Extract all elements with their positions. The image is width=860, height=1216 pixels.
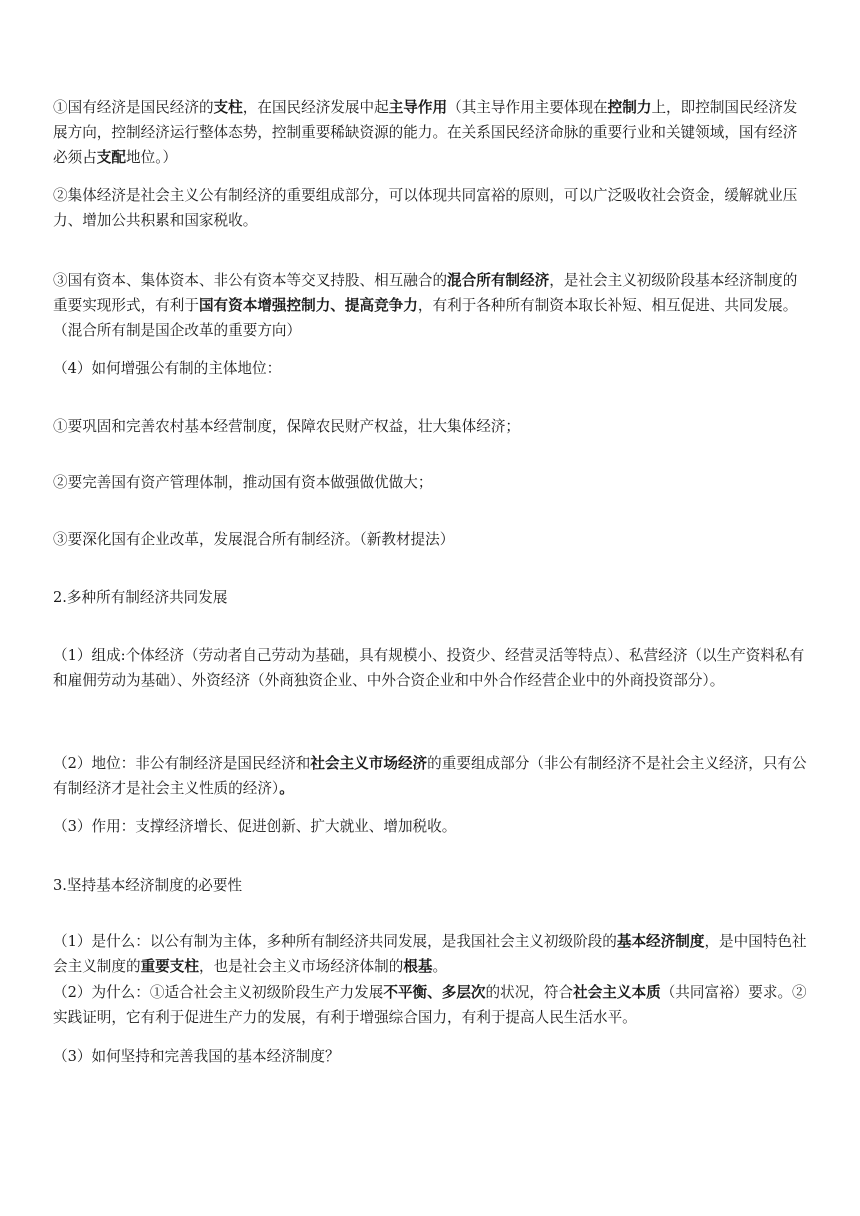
body-text: 地位。） xyxy=(126,149,178,166)
body-text: ②要完善国有资产管理体制，推动国有资本做强做优做大； xyxy=(53,474,433,491)
body-text: （1）组成:个体经济（劳动者自己劳动为基础，具有规模小、投资少、经营灵活等特点）、私营经济（以生产资料私有和雇佣劳动为基础）、外资经济（外商独资企业、中外合资企业和中外合作经营企业中的外商投资部分）。 xyxy=(53,647,805,689)
body-text: 。 xyxy=(432,958,448,975)
para-status xyxy=(53,751,811,801)
emphasis-text: 重要支柱 xyxy=(140,958,199,975)
emphasis-text: 基本经济制度 xyxy=(616,933,705,950)
body-text: ，在国民经济发展中起 xyxy=(242,99,389,116)
body-text: ，是社会主义初级阶段基本经济制度的重要实现形式，有利于 xyxy=(53,272,798,314)
body-text: 的重要组成部分（非公有制经济不是社会主义经济，只有公 有制经济才是社会主义性质的经济） xyxy=(53,755,807,797)
body-text: ①国有经济是国民经济的 xyxy=(53,99,214,116)
para-collective-economy xyxy=(53,183,811,233)
body-text: ③国有资本、集体资本、非公有资本等交叉持股、相互融合的 xyxy=(53,272,448,289)
section-heading-3 xyxy=(53,873,811,898)
body-text: 3.坚持基本经济制度的必要性 xyxy=(53,877,243,894)
emphasis-text: 不平衡、多层次 xyxy=(383,984,486,1001)
emphasis-text: 。 xyxy=(279,780,294,797)
body-text: ②集体经济是社会主义公有制经济的重要组成部分，可以体现共同富裕的原则，可以广泛吸收社会资金，缓解就业压 力、增加公共积累和国家税收。 xyxy=(53,187,798,229)
para-state-economy xyxy=(53,95,811,170)
body-text: ，是中国特色社 会主义制度的 xyxy=(53,933,807,975)
heading-strengthen-public xyxy=(53,356,811,381)
body-text: （其主导作用主要体现在 xyxy=(447,99,608,116)
emphasis-text: 根基 xyxy=(403,958,433,975)
emphasis-text: 国有资本增强控制力、提高竞争力 xyxy=(198,297,418,314)
emphasis-text: 社会主义本质 xyxy=(573,984,661,1001)
body-text: 的状况，符合 xyxy=(485,984,574,1001)
emphasis-text: 混合所有制经济 xyxy=(447,272,550,289)
body-text: （1）是什么：以公有制为主体，多种所有制经济共同发展，是我国社会主义初级阶段的 xyxy=(53,933,617,950)
body-text: 上，即控制国民经济发 展方向，控制经济运行整体态势，控制重要稀缺资源的能力。在关系国民经济命脉的重要行业和关键领域，国有经济 必须占 xyxy=(53,99,798,166)
emphasis-text: 控制力 xyxy=(607,99,652,116)
body-text: ③要深化国有企业改革，发展混合所有制经济。（新教材提法） xyxy=(53,531,455,548)
body-text: ，有利于各种所有制资本取长补短、相互促进、共同发展。 （混合所有制是国企改革的重要方向） xyxy=(53,297,798,339)
emphasis-text: 支配 xyxy=(96,149,126,166)
para-what xyxy=(53,929,811,979)
para-state-assets xyxy=(53,470,811,495)
body-text: ①要巩固和完善农村基本经营制度，保障农民财产权益，壮大集体经济； xyxy=(53,418,521,435)
para-how xyxy=(53,1044,811,1069)
body-text: （4）如何增强公有制的主体地位： xyxy=(53,360,282,377)
body-text: （共同富裕）要求。②实践证明，它有利于促进生产力的发展，有利于增强综合国力，有利于提高人民生活水平。 xyxy=(53,984,807,1026)
para-mixed-ownership xyxy=(53,268,811,343)
para-rural-management xyxy=(53,414,811,439)
body-text: （2）地位：非公有制经济是国民经济和 xyxy=(53,755,311,772)
body-text: （3）如何坚持和完善我国的基本经济制度？ xyxy=(53,1048,340,1065)
emphasis-text: 主导作用 xyxy=(388,99,448,116)
emphasis-text: 社会主义市场经济 xyxy=(310,755,428,772)
para-role xyxy=(53,814,811,839)
body-text: ，也是社会主义市场经济体制的 xyxy=(198,958,404,975)
para-composition xyxy=(53,643,811,693)
body-text: （3）作用：支撑经济增长、促进创新、扩大就业、增加税收。 xyxy=(53,818,457,835)
body-text: 2.多种所有制经济共同发展 xyxy=(53,589,228,606)
para-soe-reform xyxy=(53,527,811,552)
body-text: （2）为什么：①适合社会主义初级阶段生产力发展 xyxy=(53,984,384,1001)
para-why xyxy=(53,980,811,1030)
emphasis-text: 支柱 xyxy=(213,99,243,116)
section-heading-2 xyxy=(53,585,811,610)
